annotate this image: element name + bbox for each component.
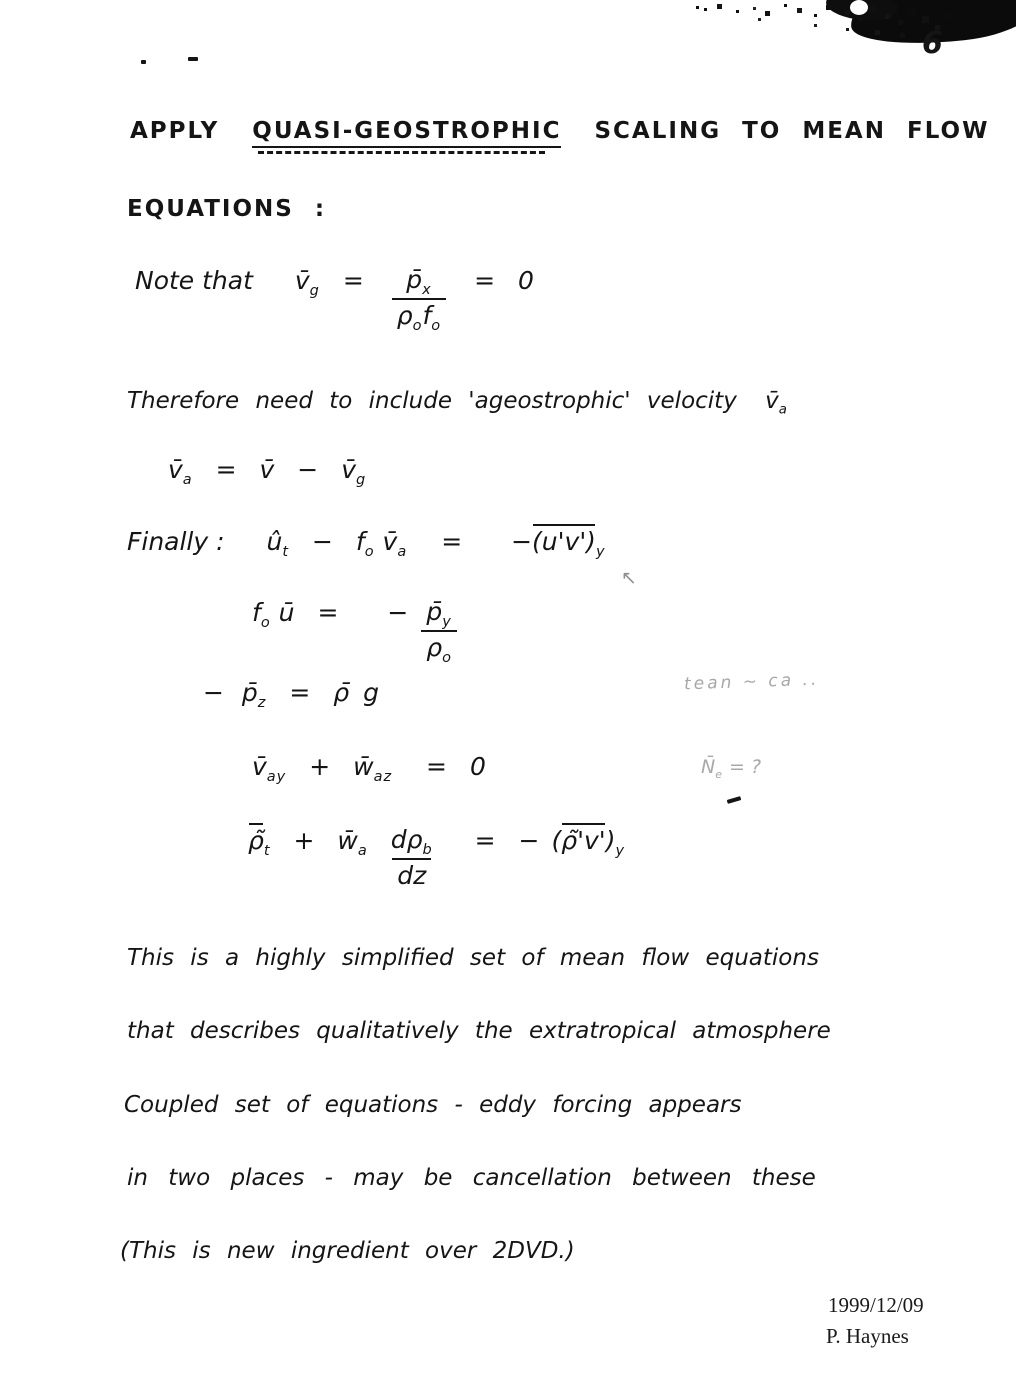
minus-sign: −: [511, 527, 533, 556]
equation-geostrophic-v: [135, 266, 534, 334]
fraction-numerator: [388, 826, 436, 858]
noise-speckles: [696, 6, 699, 9]
math-symbol: v̄: [765, 388, 779, 414]
fraction-numerator: [423, 598, 454, 630]
math-subscript: az: [373, 769, 393, 785]
fraction-py-over-rho: [421, 598, 457, 666]
title-underlined-phrase: QUASI-GEOSTROPHIC: [252, 118, 561, 148]
math-subscript: y: [442, 614, 452, 630]
math-subscript: y: [615, 843, 626, 859]
math-symbol: p̄: [426, 597, 443, 626]
overlined-group: ρ̃'v': [561, 826, 606, 855]
paragraph-line: in two places - may be cancellation between these: [127, 1165, 816, 1191]
math-term-waz: [353, 752, 393, 785]
stray-ink-mark: [141, 60, 146, 64]
faint-note-text: = ?: [729, 756, 762, 778]
equation-continuity: [252, 752, 486, 785]
math-subscript: a: [182, 472, 193, 488]
math-subscript: t: [263, 843, 271, 859]
sentence-text: Therefore need to include 'ageostrophic' velocity: [127, 388, 737, 414]
math-term-va: [765, 388, 788, 418]
footer-date: 1999/12/09: [828, 1293, 924, 1317]
math-subscript: a: [778, 402, 788, 418]
footer-author: P. Haynes: [826, 1324, 909, 1348]
equation-hydrostatic: [203, 678, 379, 711]
minus-sign: −: [387, 598, 409, 627]
equation-geostrophic-balance: [252, 598, 462, 666]
math-subscript: o: [260, 615, 271, 631]
math-symbol: N̄: [701, 756, 716, 778]
scan-noise-artifact: [696, 0, 1016, 48]
math-subscript: y: [595, 544, 606, 560]
math-term-wa: [337, 826, 368, 859]
overlined-group: ρ̃: [248, 826, 264, 855]
equation-label: Finally :: [127, 527, 225, 556]
equation-va-definition: [168, 455, 366, 488]
paragraph-line: that describes qualitatively the extratropical atmosphere: [127, 1018, 831, 1044]
minus-sign: −: [518, 826, 540, 855]
math-term-fou: [252, 598, 295, 631]
math-term-fova: [355, 527, 408, 560]
math-term-zero: 0: [518, 266, 534, 295]
math-symbol: f: [355, 527, 365, 556]
math-subscript: ay: [266, 769, 287, 785]
pencil-arrow-annotation: ↖: [621, 567, 637, 589]
math-symbol: v̄: [252, 752, 267, 781]
sentence-therefore: [127, 388, 788, 418]
math-term-rhot: [248, 826, 271, 859]
overlined-group: (u'v'): [532, 527, 596, 556]
title-line-1: [130, 118, 1001, 144]
faint-pencil-note: [701, 756, 761, 781]
math-subscript: o: [412, 318, 423, 335]
paren: (: [551, 826, 562, 855]
math-subscript: a: [397, 544, 408, 560]
equals-sign: =: [289, 678, 311, 707]
title-line-2: EQUATIONS :: [127, 196, 327, 222]
fraction-px-over-rhofo: [392, 266, 446, 334]
fraction-denominator: [392, 298, 446, 334]
math-subscript: a: [357, 843, 368, 859]
math-term-v: v̄: [259, 455, 275, 484]
math-term-vay: [252, 752, 287, 785]
math-subscript: b: [422, 842, 433, 858]
paragraph-line: (This is new ingredient over 2DVD.): [120, 1238, 575, 1264]
math-term-zero: 0: [469, 752, 486, 781]
math-term-vg: [341, 455, 367, 488]
math-subscript: o: [431, 318, 442, 335]
math-symbol: v̄: [382, 527, 398, 556]
math-symbol: dρ: [390, 825, 423, 854]
math-term-va: [168, 455, 193, 488]
math-symbol: p̄: [406, 265, 423, 294]
math-term-rho: ρ̄: [333, 678, 350, 707]
math-subscript: g: [309, 283, 320, 299]
eddy-flux-term: [518, 826, 626, 859]
math-subscript: x: [422, 282, 432, 298]
plus-sign: +: [293, 826, 315, 855]
math-symbol: v̄: [294, 266, 310, 295]
fraction-denominator: [421, 630, 457, 666]
math-subscript: o: [364, 544, 375, 560]
math-symbol: ρ: [396, 301, 413, 331]
noise-hole: [850, 0, 868, 15]
math-symbol: f: [422, 301, 432, 331]
math-subscript: o: [442, 650, 453, 667]
equals-sign: =: [317, 598, 339, 627]
math-symbol: v̄: [341, 455, 356, 484]
math-symbol: û: [266, 527, 283, 556]
stray-ink-mark: [188, 57, 198, 61]
minus-sign: −: [312, 527, 333, 556]
math-symbol: w̄: [353, 752, 374, 781]
fraction-denominator: dz: [392, 858, 431, 890]
faint-pencil-note: tean ~ ca ..: [683, 669, 820, 695]
equals-sign: =: [474, 266, 496, 295]
math-symbol: p̄: [241, 678, 258, 707]
math-term-ut: [266, 527, 290, 560]
math-subscript: e: [715, 767, 723, 781]
equals-sign: =: [215, 455, 237, 484]
stray-ink-mark: [727, 796, 742, 804]
equation-zonal-momentum: [127, 527, 606, 560]
math-symbol: w̄: [337, 826, 358, 855]
math-symbol: ū: [278, 598, 295, 627]
plus-sign: +: [309, 752, 331, 781]
fraction-numerator: [403, 266, 434, 298]
minus-sign: −: [297, 455, 319, 484]
paragraph-line: This is a highly simplified set of mean flow equations: [127, 945, 819, 971]
eddy-flux-term: [511, 527, 606, 560]
paragraph-line: Coupled set of equations - eddy forcing appears: [124, 1092, 742, 1118]
math-symbol: f: [252, 598, 261, 627]
equation-thermodynamic: [248, 826, 625, 890]
math-subscript: g: [356, 472, 367, 488]
math-symbol: ρ: [426, 633, 443, 663]
page-number: 6: [922, 26, 943, 61]
equals-sign: =: [426, 752, 447, 781]
equals-sign: =: [474, 826, 496, 855]
math-symbol: v̄: [168, 455, 183, 484]
math-term-pz: [241, 678, 267, 711]
equals-sign: =: [441, 527, 463, 556]
math-subscript: z: [257, 695, 267, 711]
minus-sign: −: [203, 678, 224, 707]
paren: ): [605, 826, 616, 855]
equation-label: Note that: [135, 266, 253, 295]
title-post: SCALING TO MEAN FLOW: [594, 118, 990, 144]
equals-sign: =: [342, 266, 364, 295]
math-subscript: t: [282, 544, 290, 560]
math-term-g: g: [363, 678, 379, 707]
title-pre: APPLY: [130, 118, 220, 144]
math-term-vg: [294, 266, 320, 299]
fraction-drho-over-dz: [388, 826, 436, 890]
